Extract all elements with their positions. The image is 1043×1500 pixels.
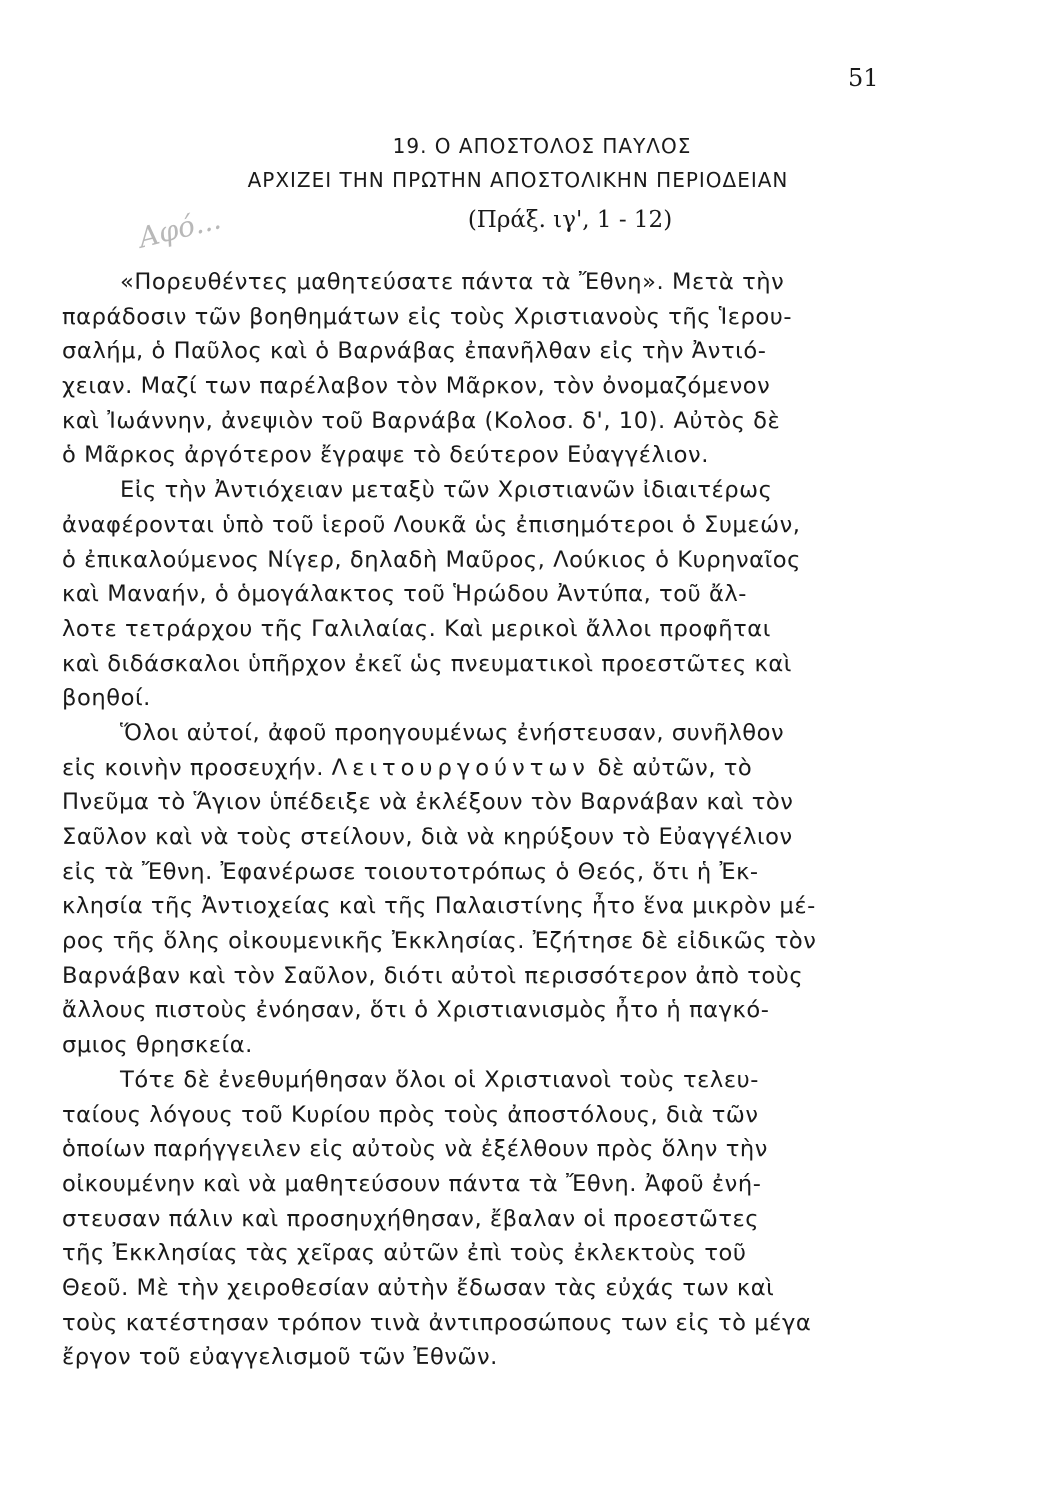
text-line: ἄλλους πιστοὺς ἐνόησαν, ὅτι ὁ Χριστιανισμὸς ἦτο ἡ παγκό- bbox=[62, 997, 770, 1024]
text-line bbox=[62, 751, 896, 786]
scripture-reference: (Πράξ. ιγ', 1 - 12) bbox=[467, 207, 673, 233]
text-line: ὁ Μᾶρκος ἀργότερον ἔγραψε τὸ δεύτερον Εὐαγγέλιον. bbox=[62, 442, 709, 469]
body-text bbox=[62, 265, 896, 1375]
text-line: Εἰς τὴν Ἀντιόχειαν μεταξὺ τῶν Χριστιανῶν ἰδιαιτέρως bbox=[120, 477, 773, 504]
text-line: καὶ Ἰωάννην, ἀνεψιὸν τοῦ Βαρνάβα (Κολοσ. δ', 10). Αὐτὸς δὲ bbox=[62, 407, 781, 434]
text-segment: εἰς κοινὴν προσευχήν. bbox=[62, 754, 324, 781]
text-line: Τότε δὲ ἐνεθυμήθησαν ὅλοι οἱ Χριστιανοὶ τοὺς τελευ- bbox=[120, 1066, 759, 1093]
text-line: ὁ ἐπικαλούμενος Νίγερ, δηλαδὴ Μαῦρος, Λούκιος ὁ Κυρηναῖος bbox=[62, 546, 801, 573]
text-line: ἔργον τοῦ εὐαγγελισμοῦ τῶν Ἐθνῶν. bbox=[62, 1344, 498, 1371]
text-line: ρος τῆς ὅλης οἰκουμενικῆς Ἐκκλησίας. Ἐζήτησε δὲ εἰδικῶς τὸν bbox=[62, 928, 817, 955]
text-line: καὶ διδάσκαλοι ὑπῆρχον ἐκεῖ ὡς πνευματικοὶ προεστῶτες καὶ bbox=[62, 650, 792, 677]
text-line: τῆς Ἐκκλησίας τὰς χεῖρας αὐτῶν ἐπὶ τοὺς ἐκλεκτοὺς τοῦ bbox=[62, 1240, 747, 1267]
handwritten-annotation: Αφό... bbox=[135, 202, 225, 255]
text-line: Θεοῦ. Μὲ τὴν χειροθεσίαν αὐτὴν ἔδωσαν τὰς εὐχάς των καὶ bbox=[62, 1274, 775, 1301]
text-line: Βαρνάβαν καὶ τὸν Σαῦλον, διότι αὐτοὶ περισσότερον ἀπὸ τοὺς bbox=[62, 962, 804, 989]
chapter-heading: 19. Ο ΑΠΟΣΤΟΛΟΣ ΠΑΥΛΟΣ bbox=[392, 134, 692, 158]
text-line: παράδοσιν τῶν βοηθημάτων εἰς τοὺς Χριστιανοὺς τῆς Ἱερου- bbox=[62, 303, 793, 330]
text-line: τοὺς κατέστησαν τρόπον τινὰ ἀντιπροσώπους των εἰς τὸ μέγα bbox=[62, 1309, 812, 1336]
text-line: Ὅλοι αὐτοί, ἀφοῦ προηγουμένως ἐνήστευσαν, συνῆλθον bbox=[120, 719, 785, 746]
page-number: 51 bbox=[848, 64, 879, 92]
text-line: οἰκουμένην καὶ νὰ μαθητεύσουν πάντα τὰ Ἔθνη. Ἀφοῦ ἐνή- bbox=[62, 1170, 762, 1197]
text-line: Πνεῦμα τὸ Ἅγιον ὑπέδειξε νὰ ἐκλέξουν τὸν Βαρνάβαν καὶ τὸν bbox=[62, 789, 794, 816]
text-line: ὁποίων παρήγγειλεν εἰς αὐτοὺς νὰ ἐξέλθουν πρὸς ὅλην τὴν bbox=[62, 1136, 768, 1163]
text-line: βοηθοί. bbox=[62, 685, 151, 712]
text-line: σαλήμ, ὁ Παῦλος καὶ ὁ Βαρνάβας ἐπανῆλθαν εἰς τὴν Ἀντιό- bbox=[62, 338, 767, 365]
text-line: Σαῦλον καὶ νὰ τοὺς στείλουν, διὰ νὰ κηρύξουν τὸ Εὐαγγέλιον bbox=[62, 824, 793, 850]
text-segment: δὲ αὐτῶν, τὸ bbox=[589, 754, 753, 781]
text-line: ἀναφέρονται ὑπὸ τοῦ ἱεροῦ Λουκᾶ ὡς ἐπισημότεροι ὁ Συμεών, bbox=[62, 511, 801, 538]
text-line: καὶ Μαναήν, ὁ ὁμογάλακτος τοῦ Ἡρώδου Ἀντύπα, τοῦ ἄλ- bbox=[62, 581, 748, 608]
text-line: ταίους λόγους τοῦ Κυρίου πρὸς τοὺς ἀποστόλους, διὰ τῶν bbox=[62, 1101, 759, 1128]
spaced-word: Λειτουργούντων bbox=[331, 754, 590, 781]
chapter-subheading: ΑΡΧΙΖΕΙ ΤΗΝ ΠΡΩΤΗΝ ΑΠΟΣΤΟΛΙΚΗΝ ΠΕΡΙΟΔΕΙΑΝ bbox=[247, 168, 789, 192]
text-line: εἰς τὰ Ἔθνη. Ἐφανέρωσε τοιουτοτρόπως ὁ Θεός, ὅτι ἡ Ἐκ- bbox=[62, 858, 759, 885]
text-line: σμιος θρησκεία. bbox=[62, 1032, 253, 1059]
text-line: λοτε τετράρχου τῆς Γαλιλαίας. Καὶ μερικοὶ ἄλλοι προφῆται bbox=[62, 615, 771, 642]
text-line: κλησία τῆς Ἀντιοχείας καὶ τῆς Παλαιστίνης ἦτο ἕνα μικρὸν μέ- bbox=[62, 893, 816, 920]
text-line: χειαν. Μαζί των παρέλαβον τὸν Μᾶρκον, τὸν ὀνομαζόμενον bbox=[62, 373, 771, 400]
text-line: «Πορευθέντες μαθητεύσατε πάντα τὰ Ἔθνη». Μετὰ τὴν bbox=[120, 269, 785, 295]
text-line: στευσαν πάλιν καὶ προσηυχήθησαν, ἔβαλαν οἱ προεστῶτες bbox=[62, 1205, 760, 1232]
